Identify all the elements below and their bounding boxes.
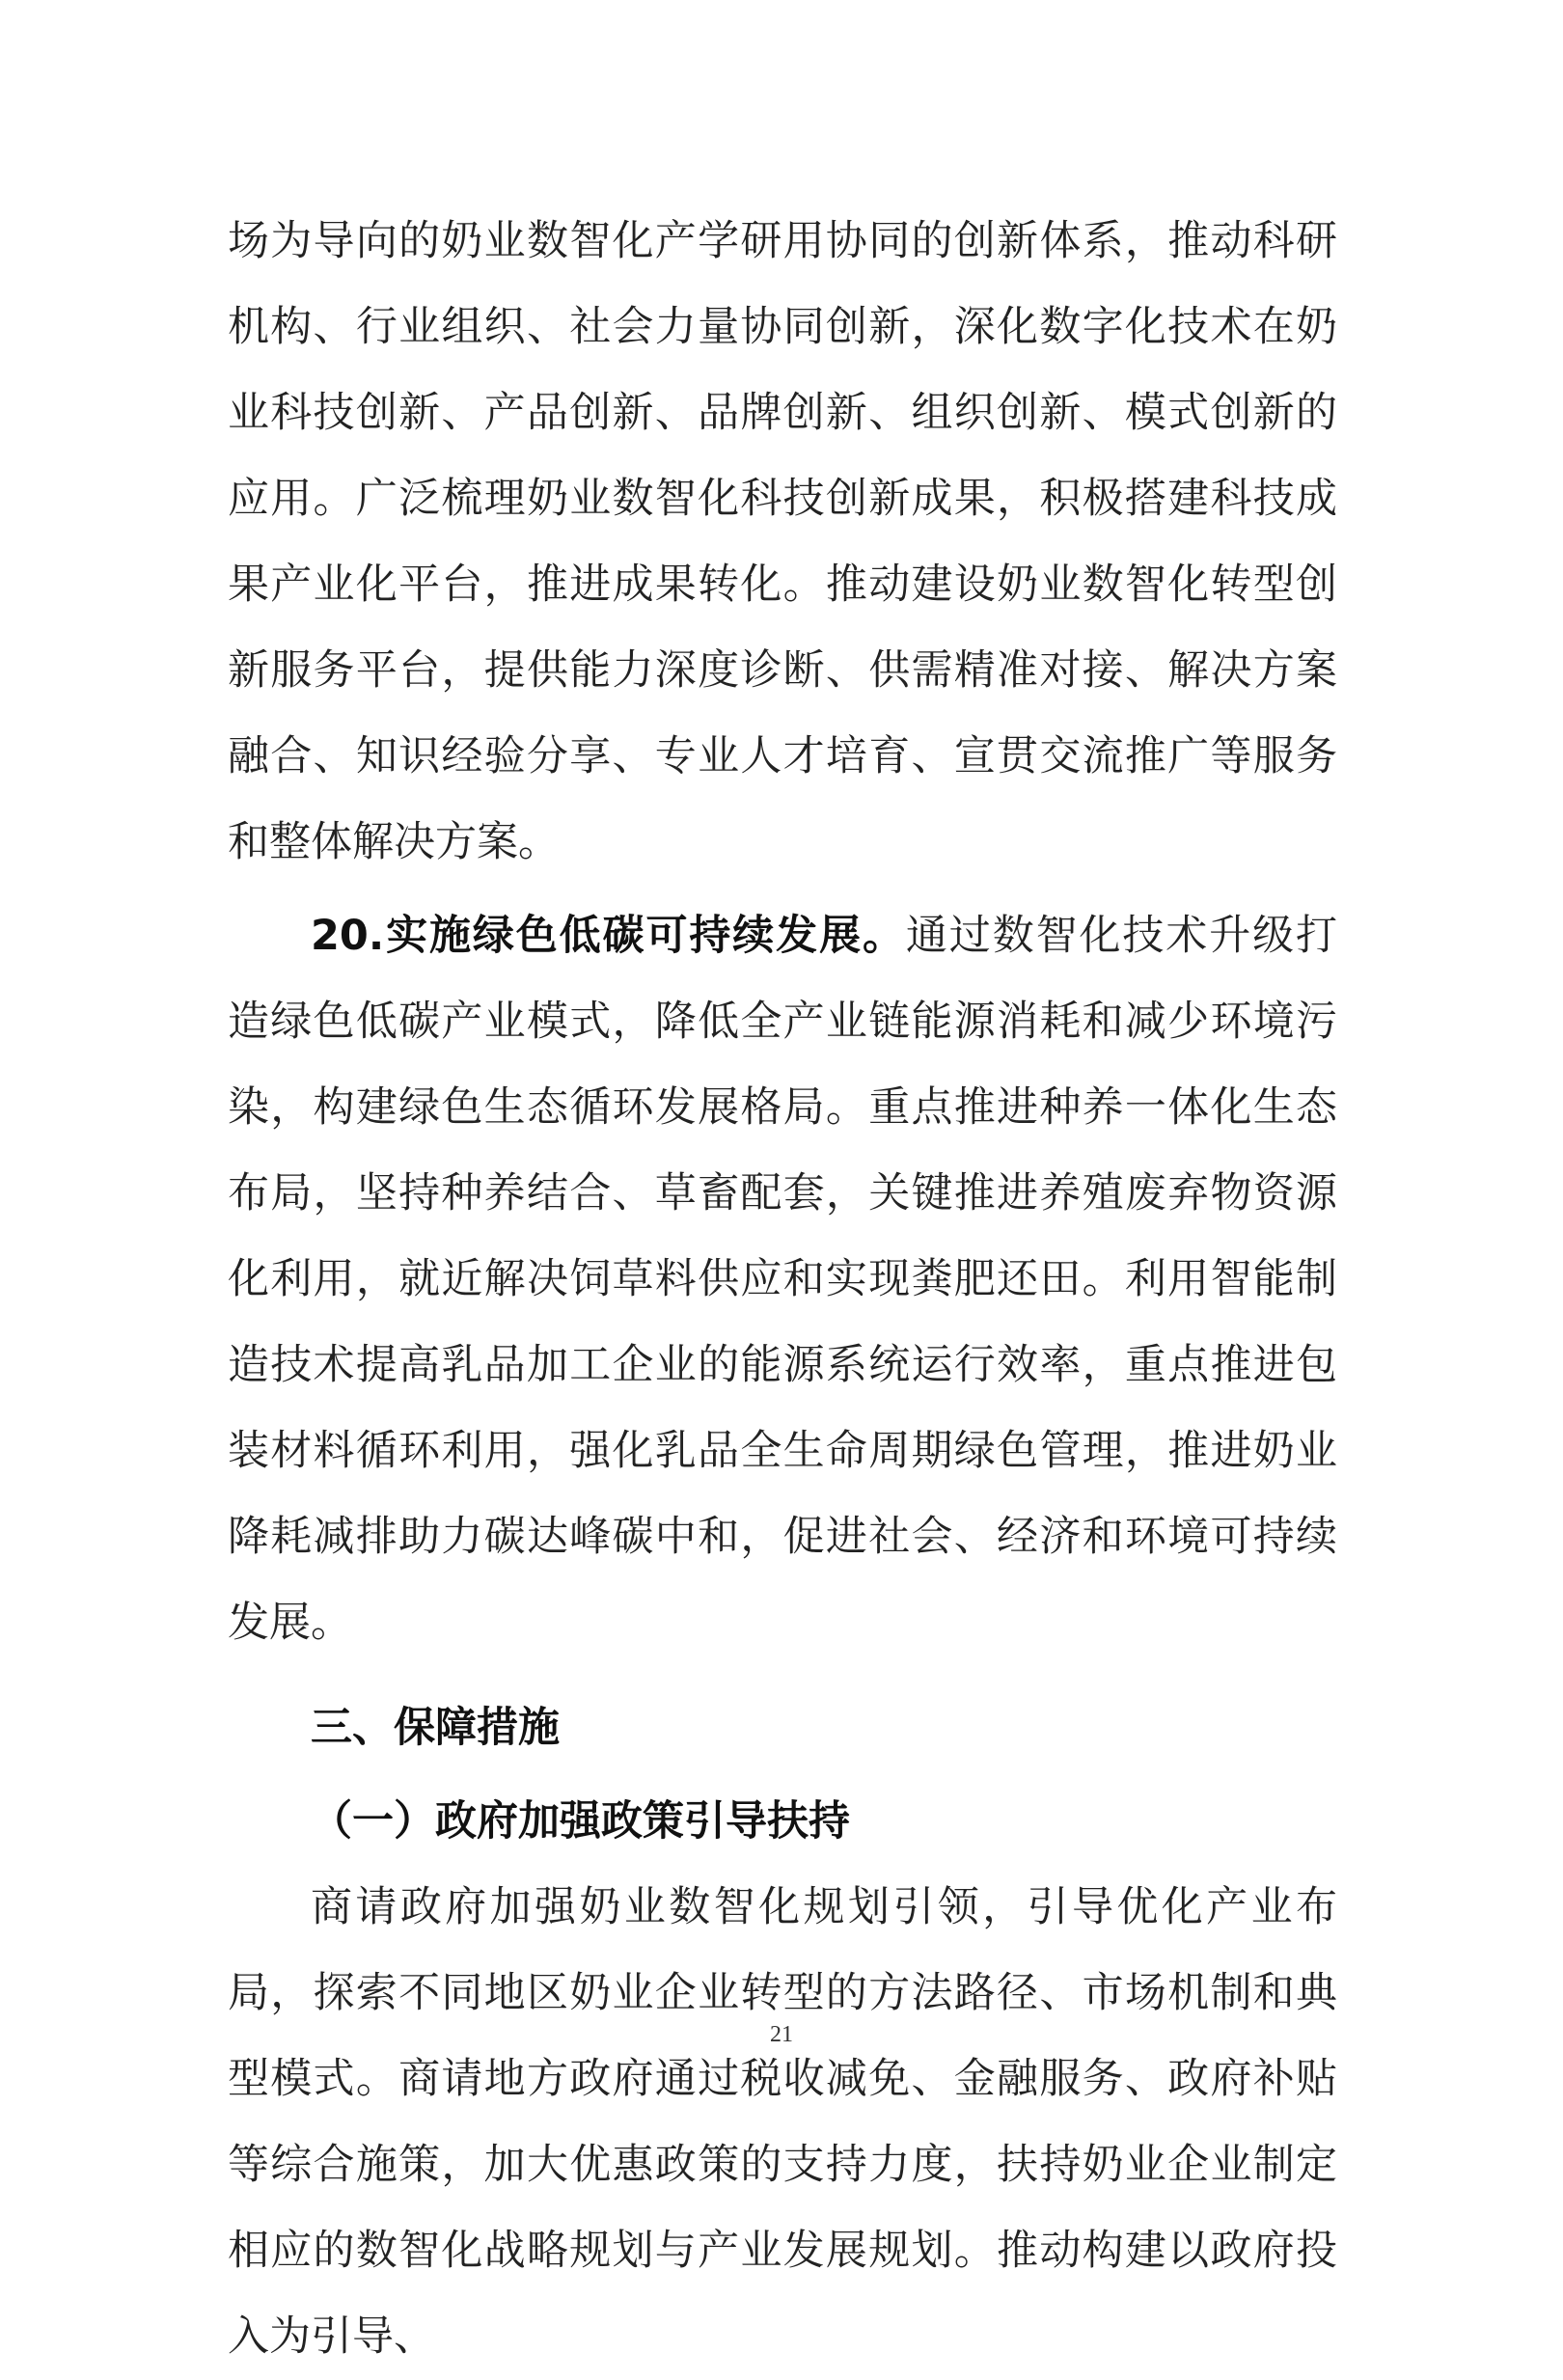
paragraph-item-20 [228, 893, 1337, 1666]
item-20-heading: 20.实施绿色低碳可持续发展。 [311, 912, 906, 960]
paragraph-innovation-system: 场为导向的奶业数智化产学研用协同的创新体系，推动科研机构、行业组织、社会力量协同创新，深化数字化技术在奶业科技创新、产品创新、品牌创新、组织创新、模式创新的应用。广泛梳理奶业数智化科技创新成果，积极搭建科技成果产业化平台，推进成果转化。推动建设奶业数智化转型创新服务平台，提供能力深度诊断、供需精准对接、解决方案融合、知识经验分享、专业人才培育、宣贯交流推广等服务和整体解决方案。 [228, 217, 1337, 866]
subsection-1-heading: （一）政府加强政策引导扶持 [311, 1797, 850, 1846]
paragraph-government-policy: 商请政府加强奶业数智化规划引领，引导优化产业布局，探索不同地区奶业企业转型的方法路径、市场机制和典型模式。商请地方政府通过税收减免、金融服务、政府补贴等综合施策，加大优惠政策的支持力度，扶持奶业企业制定相应的数智化战略规划与产业发展规划。推动构建以政府投入为引导、 [228, 1883, 1337, 2361]
page-number: 21 [770, 2022, 793, 2047]
item-20-body: 通过数智化技术升级打造绿色低碳产业模式，降低全产业链能源消耗和减少环境污染，构建绿色生态循环发展格局。重点推进种养一体化生态布局，坚持种养结合、草畜配套，关键推进养殖废弃物资源化利用，就近解决饲草料供应和实现粪肥还田。利用智能制造技术提高乳品加工企业的能源系统运行效率，重点推进包装材料循环利用，强化乳品全生命周期绿色管理，推进奶业降耗减排助力碳达峰碳中和，促进社会、经济和环境可持续发展。 [228, 912, 1337, 1647]
section-3-heading: 三、保障措施 [311, 1704, 560, 1752]
document-body [228, 199, 1337, 2380]
